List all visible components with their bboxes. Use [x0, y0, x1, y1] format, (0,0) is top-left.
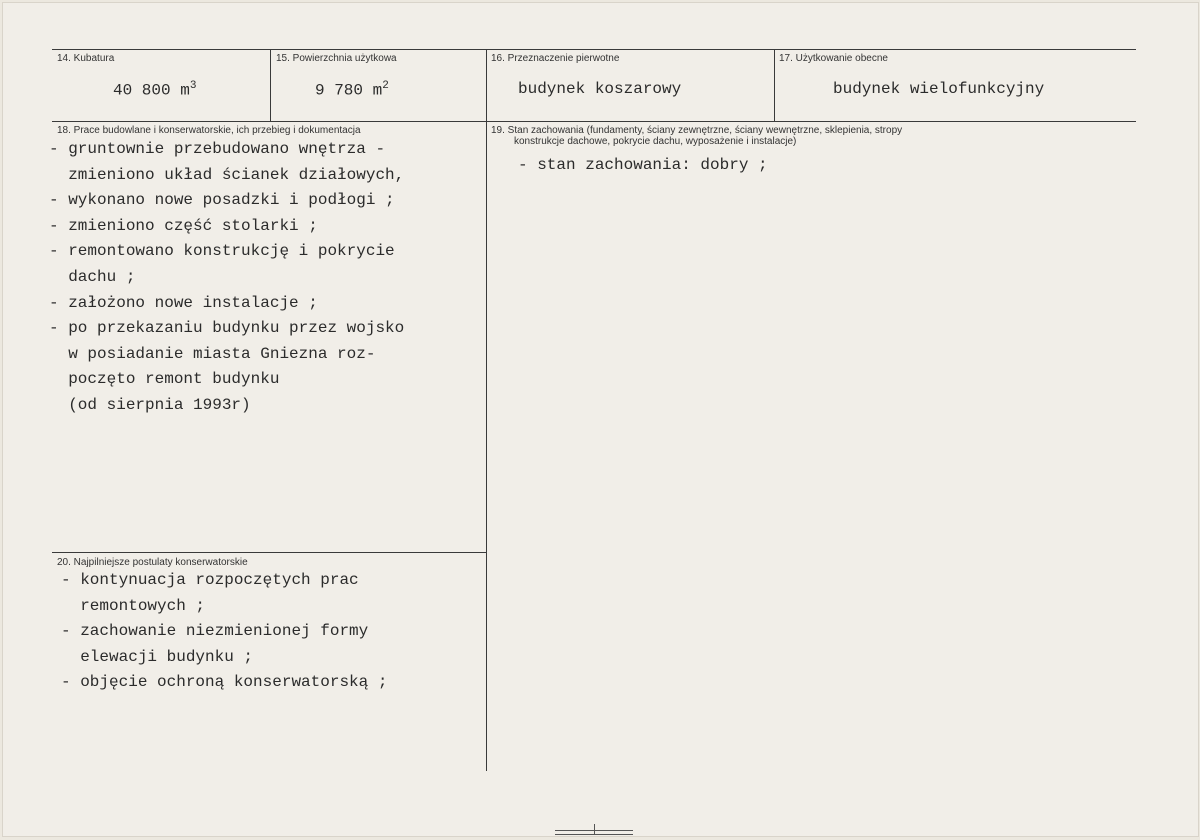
field-17-value: budynek wielofunkcyjny — [833, 80, 1045, 98]
list-item: - gruntownie przebudowano wnętrza - — [49, 140, 386, 158]
field-14-exponent: 3 — [189, 80, 197, 92]
section-18-list — [49, 137, 404, 419]
list-item: zmieniono układ ścianek działowych, — [49, 165, 405, 184]
list-item: (od sierpnia 1993r) — [49, 395, 251, 414]
field-15-label: 15. Powierzchnia użytkowa — [276, 53, 397, 64]
list-item: - zmieniono część stolarki ; — [49, 216, 318, 235]
section-20-label: 20. Najpilniejsze postulaty konserwatorskie — [57, 557, 248, 568]
list-item: - wykonano nowe posadzki i podłogi ; — [49, 191, 395, 210]
header-bottom-rule — [52, 121, 1136, 122]
section-19-label-line1: 19. Stan zachowania (fundamenty, ściany zewnętrzne, ściany wewnętrzne, sklepienia, stropy — [491, 125, 903, 136]
section20-top-rule — [52, 552, 486, 553]
field-14-number: 40 800 m — [113, 81, 190, 100]
field-14-value — [113, 80, 196, 99]
field-14-label: 14. Kubatura — [57, 53, 115, 64]
section-19-label-line2: konstrukcje dachowe, pokrycie dachu, wyposażenie i instalacje) — [514, 136, 797, 147]
top-rule — [52, 49, 1136, 50]
list-item: - po przekazaniu budynku przez wojsko — [49, 319, 405, 338]
divider-14-15 — [270, 49, 271, 121]
list-item: - objęcie ochroną konserwatorską ; — [61, 673, 388, 692]
section-18-label: 18. Prace budowlane i konserwatorskie, ich przebieg i dokumentacja — [57, 125, 361, 136]
field-16-label: 16. Przeznaczenie pierwotne — [491, 53, 620, 64]
list-item: elewacji budynku ; — [61, 647, 254, 666]
list-item: w posiadanie miasta Gniezna roz- — [49, 344, 376, 363]
section-20-list — [61, 568, 387, 696]
field-15-number: 9 780 m — [315, 81, 383, 100]
list-item: dachu ; — [49, 267, 136, 286]
section-19-list — [518, 153, 768, 179]
field-15-value — [315, 80, 389, 99]
field-15-exponent: 2 — [382, 80, 389, 92]
list-item: - kontynuacja rozpoczętych prac — [61, 571, 359, 589]
binding-mark-tick — [594, 824, 595, 834]
field-17-label: 17. Użytkowanie obecne — [779, 53, 888, 64]
list-item: - zachowanie niezmienionej formy — [61, 622, 369, 641]
list-item: remontowych ; — [61, 596, 206, 615]
binding-mark-lower — [555, 834, 633, 835]
list-item: poczęto remont budynku — [49, 370, 280, 389]
list-item: - remontowano konstrukcję i pokrycie — [49, 242, 395, 261]
divider-15-16 — [486, 49, 487, 771]
field-16-value: budynek koszarowy — [518, 80, 682, 98]
divider-16-17 — [774, 49, 775, 121]
list-item: - założono nowe instalacje ; — [49, 293, 318, 312]
list-item: - stan zachowania: dobry ; — [518, 156, 768, 174]
